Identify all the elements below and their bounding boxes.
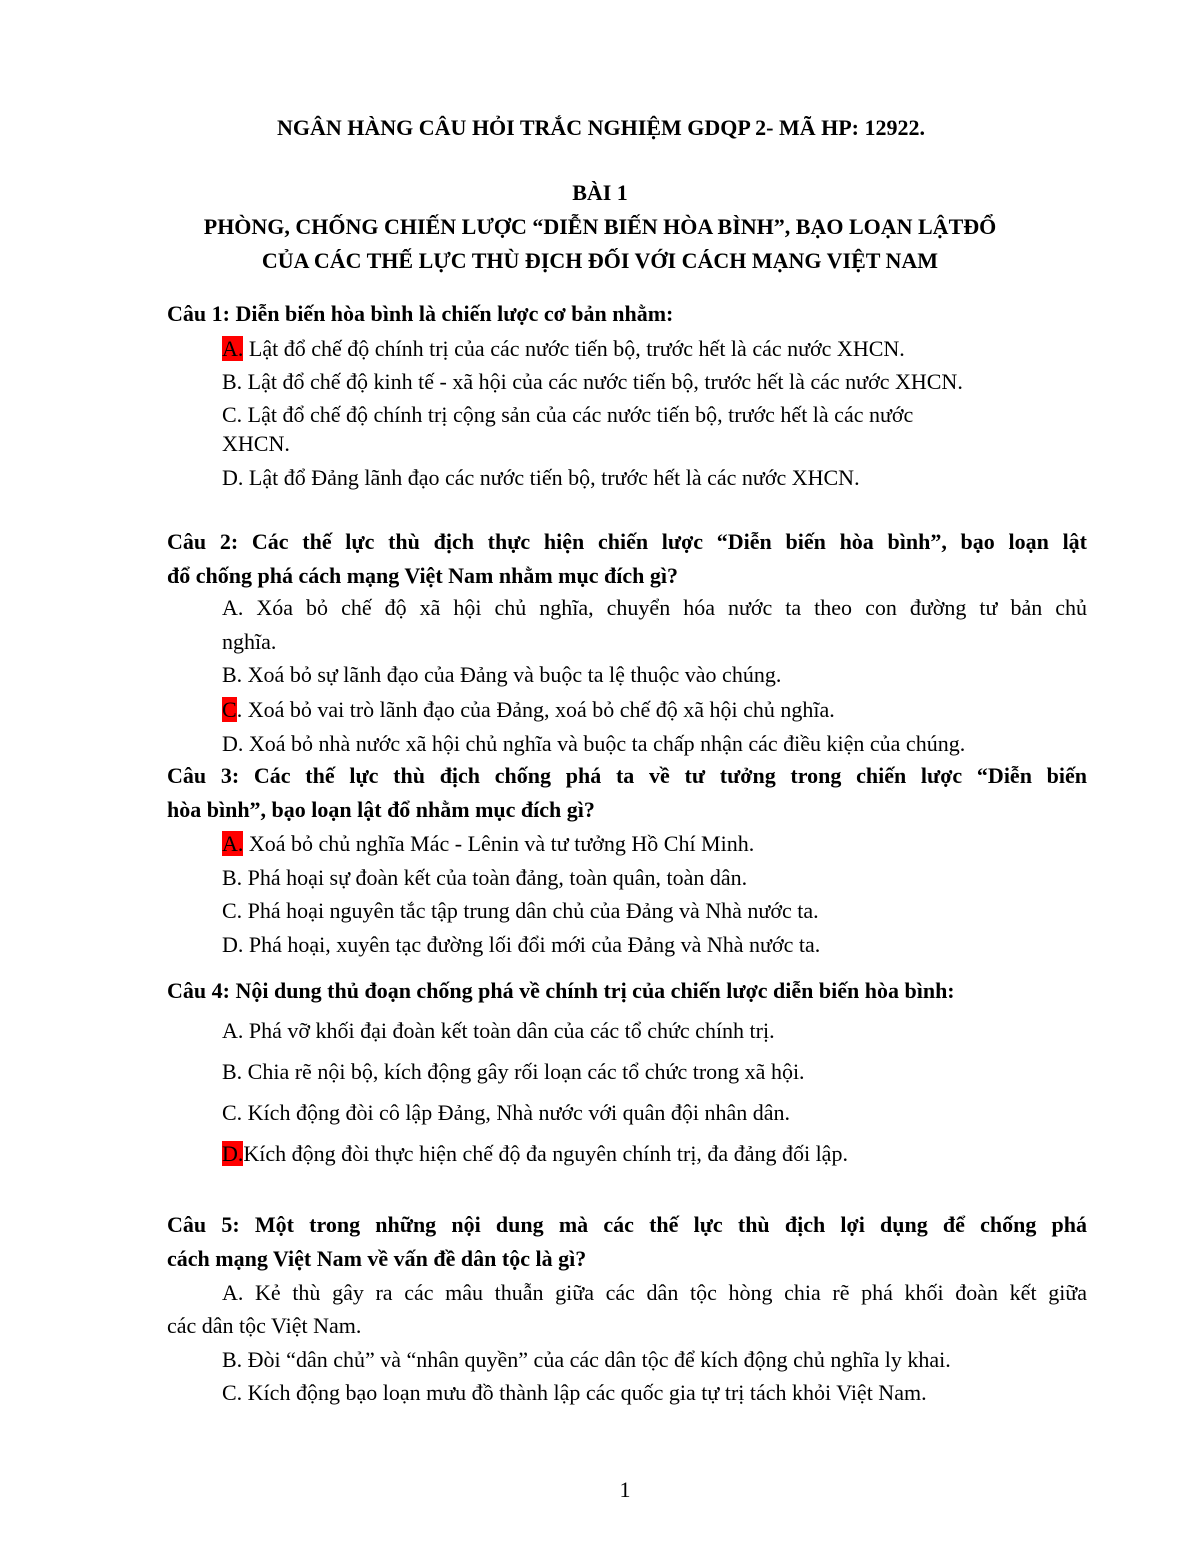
lesson-heading-line2: CỦA CÁC THẾ LỰC THÙ ĐỊCH ĐỐI VỚI CÁCH MẠNG VIỆT NAM (261, 248, 939, 273)
q5-option-a-cont: các dân tộc Việt Nam. (167, 1313, 362, 1338)
answer-highlight: A. (222, 831, 244, 856)
question-text: Một trong những nội dung mà các thế lực thù địch lợi dụng để chống phá (254, 1212, 1088, 1237)
q5-option-a: A. Kẻ thù gây ra các mâu thuẫn giữa các dân tộc hòng chia rẽ phá khối đoàn kết giữa (222, 1280, 1087, 1305)
question-2-cont: đổ chống phá cách mạng Việt Nam nhằm mục đích gì? (167, 563, 678, 588)
question-3 (167, 761, 1087, 791)
page-number: 1 (619, 1477, 631, 1502)
question-number: Câu 3: (167, 763, 240, 788)
q1-option-d: D. Lật đổ Đảng lãnh đạo các nước tiến bộ, trước hết là các nước XHCN. (222, 465, 860, 490)
q2-option-a-cont: nghĩa. (222, 629, 277, 654)
q2-option-c (222, 695, 835, 725)
question-3-cont: hòa bình”, bạo loạn lật đổ nhằm mục đích gì? (167, 797, 595, 822)
question-5-cont: cách mạng Việt Nam về vấn đề dân tộc là gì? (167, 1246, 587, 1271)
question-5 (167, 1210, 1087, 1240)
answer-highlight: D. (222, 1141, 244, 1166)
question-text: Nội dung thủ đoạn chống phá về chính trị của chiến lược diễn biến hòa bình: (235, 978, 955, 1003)
q4-option-a: A. Phá vỡ khối đại đoàn kết toàn dân của các tổ chức chính trị. (222, 1018, 775, 1043)
q4-option-b: B. Chia rẽ nội bộ, kích động gây rối loạn các tổ chức trong xã hội. (222, 1059, 805, 1084)
question-1 (167, 299, 673, 329)
q5-option-b: B. Đòi “dân chủ” và “nhân quyền” của các dân tộc để kích động chủ nghĩa ly khai. (222, 1347, 951, 1372)
question-number: Câu 5: (167, 1212, 240, 1237)
question-number: Câu 2: (167, 529, 239, 554)
option-text: . Xoá bỏ vai trò lãnh đạo của Đảng, xoá bỏ chế độ xã hội chủ nghĩa. (236, 697, 835, 722)
q1-option-c: C. Lật đổ chế độ chính trị cộng sản của các nước tiến bộ, trước hết là các nước (222, 402, 914, 427)
q2-option-d: D. Xoá bỏ nhà nước xã hội chủ nghĩa và buộc ta chấp nhận các điều kiện của chúng. (222, 731, 966, 756)
question-number: Câu 4: (167, 978, 230, 1003)
q5-option-c: C. Kích động bạo loạn mưu đồ thành lập các quốc gia tự trị tách khỏi Việt Nam. (222, 1380, 927, 1405)
option-text: Xoá bỏ chủ nghĩa Mác - Lênin và tư tưởng Hồ Chí Minh. (248, 831, 755, 856)
q1-option-a (222, 334, 905, 364)
q2-option-b: B. Xoá bỏ sự lãnh đạo của Đảng và buộc ta lệ thuộc vào chúng. (222, 662, 782, 687)
question-text: Các thế lực thù địch chống phá ta về tư tưởng trong chiến lược “Diễn biến (253, 763, 1088, 788)
lesson-heading-line1: PHÒNG, CHỐNG CHIẾN LƯỢC “DIỄN BIẾN HÒA BÌNH”, BẠO LOẠN LẬTĐỔ (203, 214, 997, 239)
q3-option-a (222, 829, 754, 859)
answer-highlight: C (222, 697, 237, 722)
q3-option-d: D. Phá hoại, xuyên tạc đường lối đổi mới của Đảng và Nhà nước ta. (222, 932, 821, 957)
lesson-label: BÀI 1 (572, 180, 628, 205)
question-number: Câu 1: (167, 301, 230, 326)
option-text: Kích động đòi thực hiện chế độ đa nguyên chính trị, đa đảng đối lập. (243, 1141, 848, 1166)
question-text: Diễn biến hòa bình là chiến lược cơ bản nhằm: (235, 301, 674, 326)
q1-option-b: B. Lật đổ chế độ kinh tế - xã hội của các nước tiến bộ, trước hết là các nước XHCN. (222, 369, 963, 394)
q4-option-d (222, 1139, 848, 1169)
q2-option-a: A. Xóa bỏ chế độ xã hội chủ nghĩa, chuyển hóa nước ta theo con đường tư bản chủ (222, 595, 1087, 620)
option-text: Lật đổ chế độ chính trị của các nước tiến bộ, trước hết là các nước XHCN. (248, 336, 905, 361)
q3-option-b: B. Phá hoại sự đoàn kết của toàn đảng, toàn quân, toàn dân. (222, 865, 748, 890)
question-text: Các thế lực thù địch thực hiện chiến lược “Diễn biến hòa bình”, bạo loạn lật (251, 529, 1088, 554)
document-title: NGÂN HÀNG CÂU HỎI TRẮC NGHIỆM GDQP 2- MÃ HP: 12922. (277, 115, 925, 140)
question-4 (167, 976, 955, 1006)
question-2 (167, 527, 1087, 557)
q4-option-c: C. Kích động đòi cô lập Đảng, Nhà nước với quân đội nhân dân. (222, 1100, 790, 1125)
q1-option-c-cont: XHCN. (222, 431, 290, 456)
q3-option-c: C. Phá hoại nguyên tắc tập trung dân chủ của Đảng và Nhà nước ta. (222, 898, 819, 923)
answer-highlight: A. (222, 336, 244, 361)
